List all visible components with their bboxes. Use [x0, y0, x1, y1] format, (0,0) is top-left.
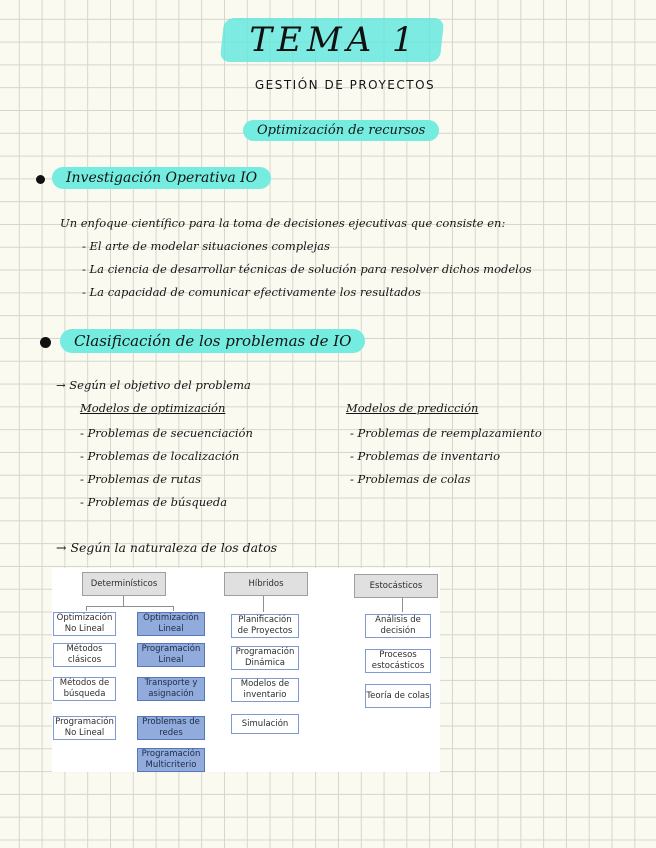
- topic-pill: Optimización de recursos: [243, 120, 439, 141]
- io-item: - La ciencia de desarrollar técnicas de solución para resolver dichos modelos: [82, 262, 532, 276]
- prediction-item: - Problemas de colas: [350, 472, 471, 486]
- optimization-item: - Problemas de secuenciación: [80, 426, 253, 440]
- section-heading-class: Clasificación de los problemas de IO: [60, 329, 365, 353]
- connector: [402, 598, 403, 612]
- prediction-item: - Problemas de reemplazamiento: [350, 426, 542, 440]
- data-nature-label: → Según la naturaleza de los datos: [56, 540, 278, 555]
- diagram-head-stochastic: Estocásticos: [354, 574, 438, 598]
- diagram-node: Programación Dinámica: [231, 646, 299, 670]
- diagram-node: Procesos estocásticos: [365, 649, 431, 673]
- connector: [123, 596, 124, 606]
- diagram-node: Optimización No Lineal: [53, 612, 116, 636]
- section-heading-io: Investigación Operativa IO: [52, 167, 271, 189]
- io-item: - La capacidad de comunicar efectivamente los resultados: [82, 285, 421, 299]
- bullet-dot: [36, 175, 45, 184]
- connector: [173, 606, 174, 611]
- prediction-item: - Problemas de inventario: [350, 449, 501, 463]
- prediction-title: Modelos de predicción: [346, 401, 479, 415]
- diagram-node-highlighted: Programación Multicriterio: [137, 748, 205, 772]
- diagram-node: Programación No Lineal: [53, 716, 116, 740]
- objective-label: → Según el objetivo del problema: [56, 378, 251, 392]
- connector: [86, 606, 87, 611]
- page-subtitle: GESTIÓN DE PROYECTOS: [254, 78, 436, 92]
- diagram-head-hybrid: Híbridos: [224, 572, 308, 596]
- diagram-node: Planificación de Proyectos: [231, 614, 299, 638]
- diagram-node: Análisis de decisión: [365, 614, 431, 638]
- diagram-node: Teoría de colas: [365, 684, 431, 708]
- bullet-dot: [40, 337, 51, 348]
- classification-diagram: [52, 568, 440, 772]
- diagram-node-highlighted: Problemas de redes: [137, 716, 205, 740]
- optimization-title: Modelos de optimización: [80, 401, 226, 415]
- io-item: - El arte de modelar situaciones complejas: [82, 239, 330, 253]
- connector: [86, 606, 174, 607]
- optimization-item: - Problemas de búsqueda: [80, 495, 228, 509]
- page-title: TEMA 1: [249, 20, 419, 60]
- io-intro: Un enfoque científico para la toma de decisiones ejecutivas que consiste en:: [60, 216, 506, 230]
- diagram-node: Modelos de inventario: [231, 678, 299, 702]
- diagram-node: Métodos de búsqueda: [53, 677, 116, 701]
- optimization-item: - Problemas de rutas: [80, 472, 201, 486]
- diagram-node-highlighted: Programación Lineal: [137, 643, 205, 667]
- diagram-node-highlighted: Optimización Lineal: [137, 612, 205, 636]
- diagram-node-highlighted: Transporte y asignación: [137, 677, 205, 701]
- connector: [263, 596, 264, 612]
- optimization-item: - Problemas de localización: [80, 449, 240, 463]
- diagram-head-deterministic: Determinísticos: [82, 572, 166, 596]
- diagram-node: Simulación: [231, 714, 299, 734]
- diagram-node: Métodos clásicos: [53, 643, 116, 667]
